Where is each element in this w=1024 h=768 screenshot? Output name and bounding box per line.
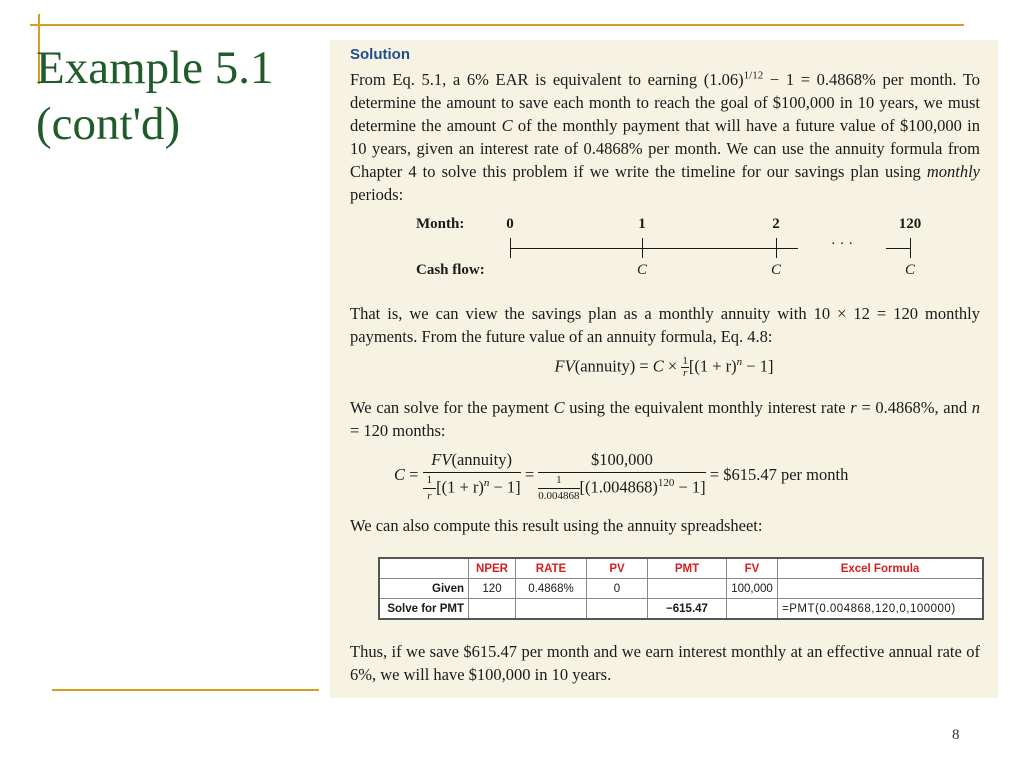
p1-var-c: C [501, 116, 513, 135]
table-cell: 100,000 [727, 579, 778, 599]
fv-lhs-rest: (annuity) = [574, 356, 653, 376]
cf-frac1-close: − 1] [489, 477, 521, 497]
p3-text-c: = 0.4868%, and [856, 398, 972, 417]
cf-frac2-small [538, 475, 579, 502]
table-cell: 120 [469, 579, 516, 599]
cf-frac2-small-num: 1 [538, 475, 579, 489]
p1-text-c: of the monthly payment that will have a future value of $100,000 in 10 years, given an interest rate of 0.4868% per month. We can use the annuity formula from Chapter 4 to solve this problem if we write the timeline for our savings plan using [350, 116, 980, 181]
timeline-tick-2 [776, 238, 777, 258]
cf-frac2-den-rest: [(1.004868) [579, 477, 658, 497]
table-cell [778, 579, 984, 599]
cf-frac2-num: $100,000 [538, 450, 705, 473]
p3-text-a: We can solve for the payment [350, 398, 554, 417]
cf-result: = $615.47 per month [705, 464, 849, 484]
cf-frac1-num-rest: (annuity) [451, 450, 512, 469]
fv-fraction [681, 356, 689, 379]
paragraph-4: We can also compute this result using the annuity spreadsheet: [350, 516, 763, 535]
timeline-period-1: 1 [638, 216, 646, 232]
timeline-cashflow-1: C [636, 262, 648, 278]
cf-frac1-small [423, 475, 437, 502]
timeline-axis-end [886, 248, 911, 249]
cf-eq-1: = [405, 464, 423, 484]
paragraph-3 [350, 396, 980, 442]
table-cell [516, 599, 587, 620]
table-cell: Solve for PMT [379, 599, 469, 620]
cf-frac1-num [423, 450, 521, 473]
timeline-tick-1 [642, 238, 643, 258]
bottom-divider [52, 689, 319, 691]
timeline-month-label: Month: [416, 216, 465, 232]
p1-text-b: − 1 = 0.4868% per month. To determine the amount to save each month to reach the goal of $100,000 in 10 years, we must determine the amount [350, 70, 980, 135]
spreadsheet-header-pv: PV [587, 558, 648, 579]
timeline-cashflow-label: Cash flow: [416, 262, 485, 278]
page-number: 8 [952, 727, 960, 743]
p1-exponent: 1/12 [743, 69, 764, 82]
solution-panel [330, 40, 998, 698]
slide-title-line1: Example 5.1 [36, 42, 274, 94]
spreadsheet-header-formula: Excel Formula [778, 558, 984, 579]
cf-frac1-fv: FV [431, 450, 452, 469]
table-cell-excel-formula: =PMT(0.004868,120,0,100000) [778, 599, 984, 620]
fv-annuity-formula [330, 356, 998, 379]
fv-var-c: C [652, 356, 664, 376]
cf-frac1-exp: n [483, 476, 490, 489]
p3-text-b: using the equivalent monthly interest rate [564, 398, 851, 417]
timeline-period-0: 0 [506, 216, 514, 232]
table-cell [587, 599, 648, 620]
table-cell [648, 579, 727, 599]
spreadsheet-given-row [379, 579, 983, 599]
table-cell: Given [379, 579, 469, 599]
paragraph-2: That is, we can view the savings plan as a monthly annuity with 10 × 12 = 120 monthly payments. From the future value of an annuity formula, Eq. 4.8: [350, 304, 980, 346]
fv-exponent: n [736, 355, 743, 368]
fv-times: × [663, 356, 682, 376]
slide-title-line2: (cont'd) [36, 98, 181, 150]
spreadsheet-solve-row [379, 599, 983, 620]
timeline-axis [510, 248, 798, 249]
spreadsheet-header-rate: RATE [516, 558, 587, 579]
timeline-ellipsis: · · · [830, 236, 854, 252]
table-cell [727, 599, 778, 620]
paragraph-5: Thus, if we save $615.47 per month and we earn interest monthly at an effective annual rate of 6%, we will have $100,000 in 10 years. [350, 642, 980, 684]
cf-fraction-2 [538, 450, 705, 502]
cf-frac2-den [538, 473, 705, 502]
table-cell: 0 [587, 579, 648, 599]
timeline-tick-120 [910, 238, 911, 258]
p1-text-a: From Eq. 5.1, a 6% EAR is equivalent to earning (1.06) [350, 70, 744, 89]
cf-frac1-den-rest: [(1 + r) [436, 477, 484, 497]
paragraph-1 [350, 68, 980, 206]
cf-eq-2: = [520, 464, 539, 484]
payment-formula [394, 450, 848, 502]
cf-frac1-small-den: r [427, 490, 432, 502]
p1-monthly: monthly [926, 162, 980, 181]
fv-label: FV [554, 356, 575, 376]
cf-frac1-small-num: 1 [423, 475, 437, 489]
timeline-cashflow-120: C [904, 262, 916, 278]
slide-title [36, 40, 326, 152]
p1-text-d: periods: [350, 185, 404, 204]
cf-var-c: C [394, 464, 406, 484]
timeline-period-2: 2 [772, 216, 780, 232]
fv-bracket: [(1 + r) [688, 356, 737, 376]
p3-var-r: r [850, 398, 857, 417]
cf-frac2-close: − 1] [674, 477, 706, 497]
cf-frac2-small-den: 0.004868 [538, 490, 580, 502]
fv-close: − 1] [742, 356, 774, 376]
timeline-cashflow-2: C [770, 262, 782, 278]
spreadsheet-header-fv: FV [727, 558, 778, 579]
cf-fraction-1 [423, 450, 521, 502]
solution-heading: Solution [350, 46, 410, 63]
spreadsheet-header-nper: NPER [469, 558, 516, 579]
fv-frac-den: r [682, 367, 688, 379]
p3-text-d: = 120 months: [350, 421, 446, 440]
timeline-period-120: 120 [898, 216, 922, 232]
table-cell: 0.4868% [516, 579, 587, 599]
p3-var-n: n [971, 398, 981, 417]
p3-var-c: C [553, 398, 565, 417]
spreadsheet-header-row [379, 558, 983, 579]
spreadsheet-header-blank [379, 558, 469, 579]
top-divider [30, 24, 964, 26]
cf-frac2-exp: 120 [657, 476, 675, 489]
table-cell-pmt-result: −615.47 [648, 599, 727, 620]
cf-frac1-den [423, 473, 521, 502]
fv-frac-num: 1 [682, 355, 688, 367]
spreadsheet-header-pmt: PMT [648, 558, 727, 579]
annuity-spreadsheet [378, 557, 984, 620]
table-cell [469, 599, 516, 620]
timeline-tick-0 [510, 238, 511, 258]
